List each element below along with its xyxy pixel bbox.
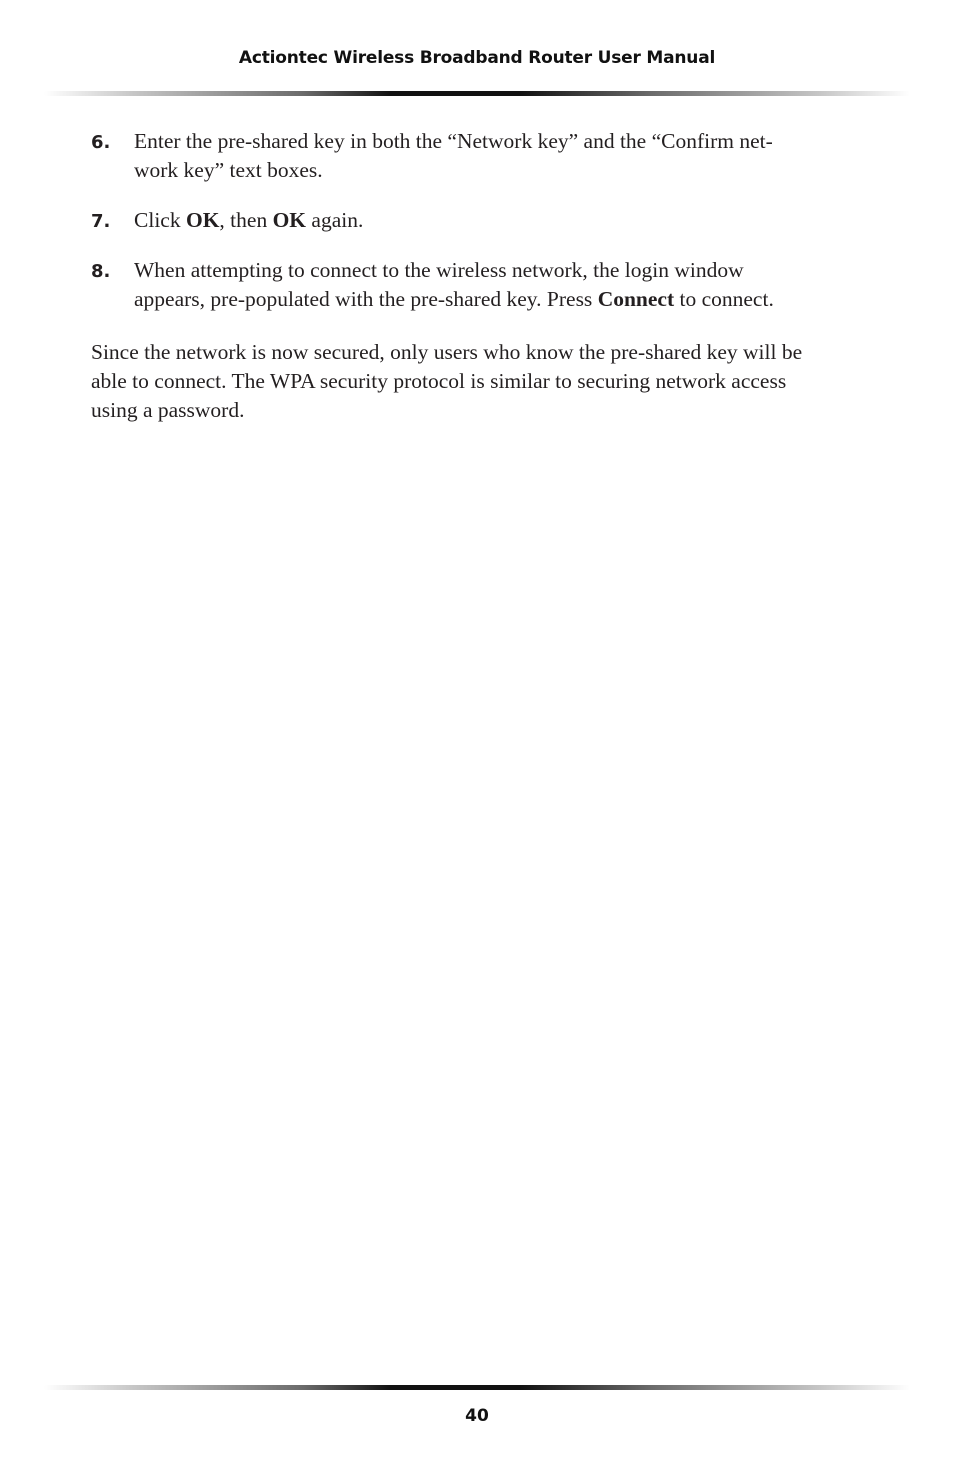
step-number: 8. [91,261,111,282]
page-header-title: Actiontec Wireless Broadband Router User Manual [238,48,716,68]
step-text-segment: appears, pre-populated with the pre-shared key. Press [134,287,598,311]
step-number: 6. [91,132,111,153]
footer-rule [44,1385,910,1390]
step-7 [91,206,871,235]
step-text-segment: , then [219,208,273,232]
page-number: 40 [465,1406,489,1426]
paragraph-line: able to connect. The WPA security protocol is similar to securing network access [91,369,787,393]
step-text-segment: Click [134,208,186,232]
step-text-segment: to connect. [674,287,774,311]
paragraph-line: using a password. [91,398,245,422]
step-text-line: Enter the pre-shared key in both the “Network key” and the “Confirm net- [134,129,773,153]
step-6 [91,127,871,185]
connect-label: Connect [597,287,675,311]
step-number: 7. [91,211,111,232]
step-text [134,256,871,314]
header-rule [44,91,910,96]
step-text-line: When attempting to connect to the wireless network, the login window [134,258,744,282]
paragraph-line: Since the network is now secured, only users who know the pre-shared key will be [91,340,803,364]
step-text [134,206,871,235]
ok-label: OK [185,208,220,232]
step-8 [91,256,871,314]
step-text [134,127,871,185]
ok-label: OK [272,208,307,232]
document-body [91,127,871,425]
step-text-segment: again. [306,208,364,232]
step-text-line: work key” text boxes. [134,158,323,182]
summary-paragraph [91,338,871,425]
